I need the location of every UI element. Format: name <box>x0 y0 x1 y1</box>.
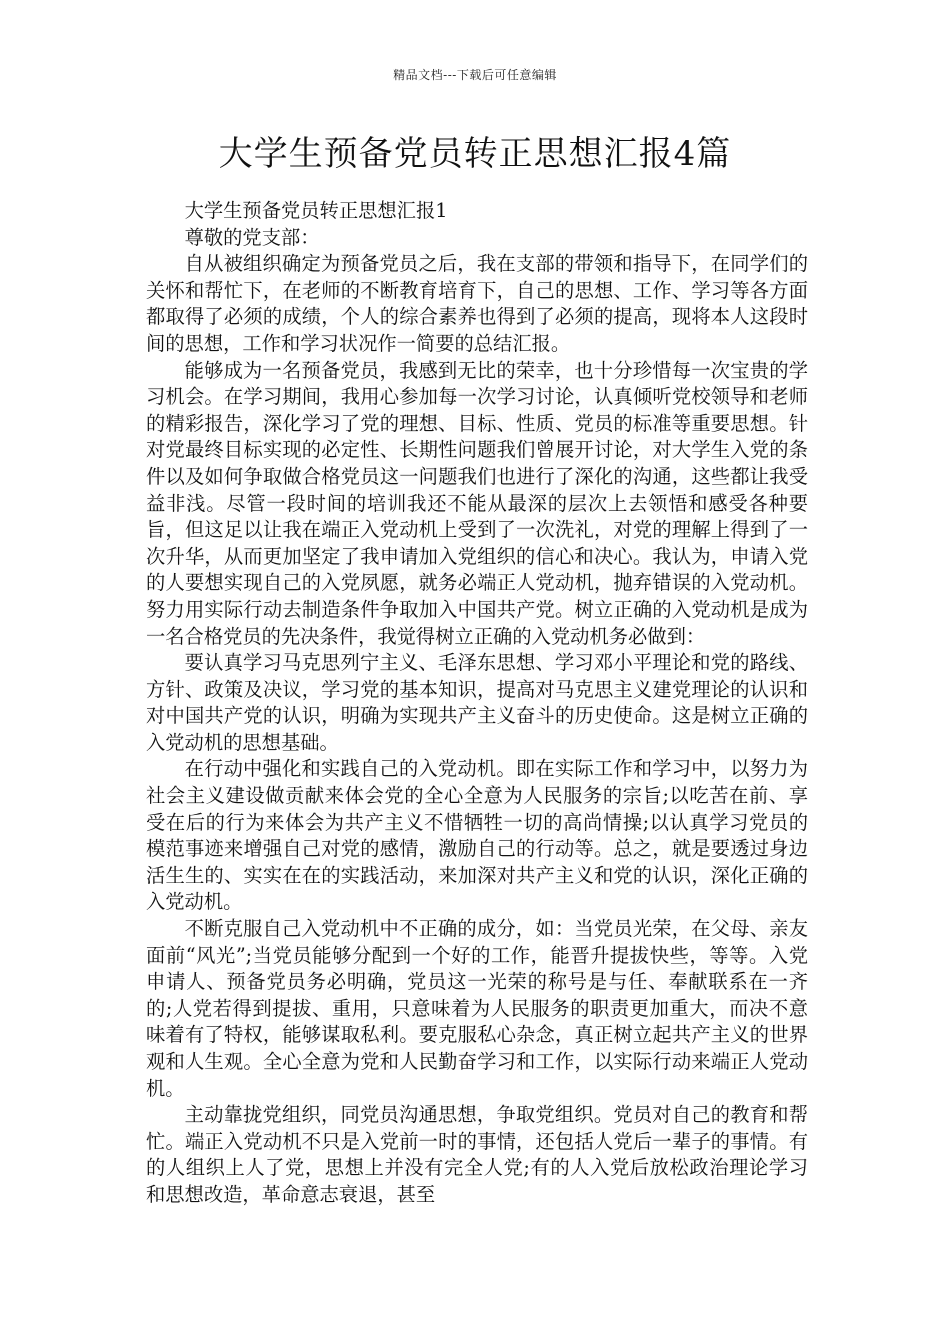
header-note: 精品文档---下载后可任意编辑 <box>393 68 557 82</box>
salutation: 尊敬的党支部： <box>184 225 320 249</box>
paragraph-3: 要认真学习马克思列宁主义、毛泽东思想、学习邓小平理论和党的路线、方针、政策及决议，学习党的基本知识，提高对马克思主义建党理论的认识和对中国共产党的认识，明确为实现共产主义奋斗的历史使命。这是树立正确的入党动机的思想基础。 <box>146 651 808 754</box>
document-body <box>146 198 808 1209</box>
paragraph-4: 在行动中强化和实践自己的入党动机。即在实际工作和学习中，以努力为社会主义建设做贡献来体会党的全心全意为人民服务的宗旨;以吃苦在前、享受在后的行为来体会为共产主义不惜牺牲一切的高尚情操;以认真学习党员的模范事迹来增强自己对党的感情，激励自己的行动等。总之，就是要透过身边活生生的、实实在在的实践活动，来加深对共产主义和党的认识，深化正确的入党动机。 <box>146 757 808 914</box>
paragraph-2: 能够成为一名预备党员，我感到无比的荣幸，也十分珍惜每一次宝贵的学习机会。在学习期间，我用心参加每一次学习讨论，认真倾听党校领导和老师的精彩报告，深化学习了党的理想、目标、性质、党员的标准等重要思想。针对党最终目标实现的必定性、长期性问题我们曾展开讨论，对大学生入党的条件以及如何争取做合格党员这一问题我们也进行了深化的沟通，这些都让我受益非浅。尽管一段时间的培训我还不能从最深的层次上去领悟和感受各种要旨，但这足以让我在端正入党动机上受到了一次洗礼，对党的理解上得到了一次升华，从而更加坚定了我申请加入党组织的信心和决心。我认为，申请入党的人要想实现自己的入党夙愿，就务必端正人党动机，抛弃错误的入党动机。努力用实际行动去制造条件争取加入中国共产党。树立正确的入党动机是成为一名合格党员的先决条件，我觉得树立正确的入党动机务必做到： <box>146 358 808 648</box>
document-title: 大学生预备党员转正思想汇报4篇 <box>218 134 732 174</box>
section-subtitle: 大学生预备党员转正思想汇报1 <box>184 199 448 222</box>
paragraph-5: 不断克服自己入党动机中不正确的成分，如：当党员光荣，在父母、亲友面前“风光”;当党员能够分配到一个好的工作，能晋升提拔快些，等等。入党申请人、预备党员务必明确，党员这一光荣的称号是与任、奉献联系在一齐的;人党若得到提拔、重用，只意味着为人民服务的职责更加重大，而决不意味着有了特权，能够谋取私利。要克服私心杂念，真正树立起共产主义的世界观和人生观。全心全意为党和人民勤奋学习和工作，以实际行动来端正人党动机。 <box>146 917 808 1100</box>
paragraph-1: 自从被组织确定为预备党员之后，我在支部的带领和指导下，在同学们的关怀和帮忙下，在老师的不断教育培育下，自己的思想、工作、学习等各方面都取得了必须的成绩，个人的综合素养也得到了必须的提高，现将本人这段时间的思想，工作和学习状况作一简要的总结汇报。 <box>146 252 808 355</box>
paragraph-6: 主动靠拢党组织，同党员沟通思想，争取党组织。党员对自己的教育和帮忙。端正入党动机不只是入党前一时的事情，还包括人党后一辈子的事情。有的人组织上人了党，思想上并没有完全人党;有的人入党后放松政治理论学习和思想改造，革命意志衰退，甚至 <box>146 1103 808 1206</box>
